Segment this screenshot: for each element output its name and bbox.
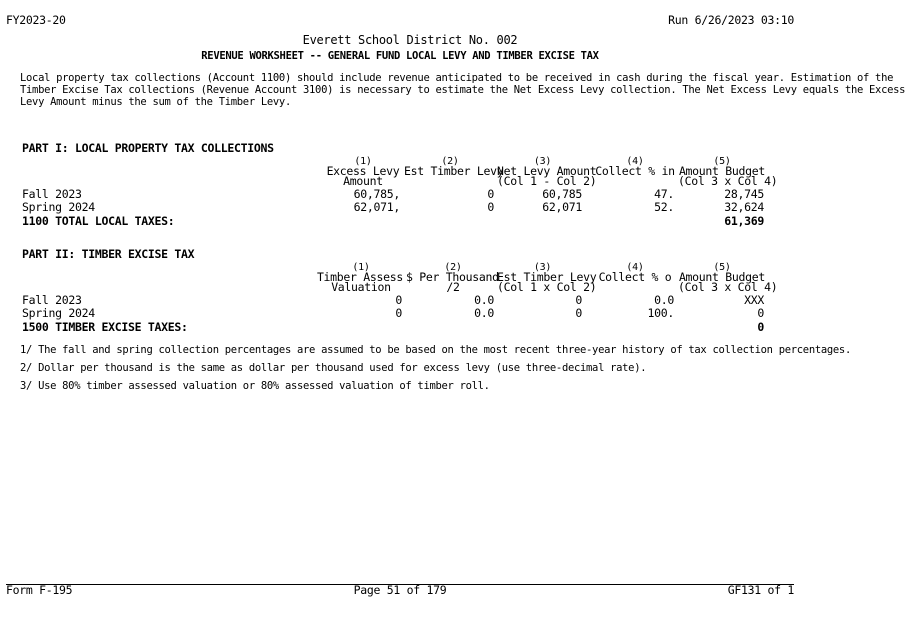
row-label: Fall 2023 [22, 293, 82, 307]
part2-col3-num: (3) [533, 262, 552, 273]
cell-value: 62,071, [353, 200, 400, 214]
cell-value: 0.0 [474, 306, 494, 320]
fiscal-year: FY2023-20 [6, 13, 66, 27]
footer-page: Page 51 of 179 [353, 583, 447, 597]
footnote: 1/ The fall and spring collection percentages are assumed to be based on the most recent three-year history of tax collection percentages. [20, 344, 851, 356]
part1-col4-head: Collect % in [595, 164, 675, 178]
part1-col3-head: Net Levy Amount [497, 164, 597, 178]
cell-value: 0 [757, 306, 764, 320]
part1-col3-num: (3) [533, 156, 552, 167]
cell-value: 60,785 [542, 187, 582, 201]
part1-total-value: 61,369 [724, 214, 764, 228]
part1-title: PART I: LOCAL PROPERTY TAX COLLECTIONS [22, 141, 274, 155]
part1-col4-num: (4) [626, 156, 644, 167]
run-stamp: Run 6/26/2023 03:10 [668, 13, 794, 27]
cell-value: 0 [395, 293, 402, 307]
part1-col1-head2: Amount [343, 174, 383, 188]
part2-col5-num: (5) [713, 262, 731, 273]
worksheet-title: REVENUE WORKSHEET -- GENERAL FUND LOCAL LEVY AND TIMBER EXCISE TAX [201, 50, 599, 62]
footnote: 3/ Use 80% timber assessed valuation or 80% assessed valuation of timber roll. [20, 380, 490, 392]
cell-value: 32,624 [724, 200, 764, 214]
part2-col2-head2: /2 [446, 280, 460, 294]
part2-col1-head: Timber Assess [316, 270, 404, 284]
part2-col5-head: Amount Budget [678, 270, 766, 284]
part2-total-label: 1500 TIMBER EXCISE TAXES: [22, 320, 188, 334]
cell-value: XXX [744, 293, 764, 307]
intro-paragraph [20, 72, 905, 108]
part1-col5-num: (5) [713, 156, 731, 167]
footnote: 2/ Dollar per thousand is the same as dollar per thousand used for excess levy (use three-decimal rate). [20, 362, 647, 374]
intro-line: Timber Excise Tax collections (Revenue Account 3100) is necessary to estimate the Net Excess Levy collection. The Net Excess Levy equals the Excess [20, 84, 905, 96]
part2-col1-head2: Valuation [331, 280, 391, 294]
part2-col4-head: Collect % o [598, 270, 672, 284]
part2-title: PART II: TIMBER EXCISE TAX [22, 247, 195, 261]
cell-value: 0 [487, 187, 494, 201]
cell-value: 60,785, [353, 187, 400, 201]
part1-col2-head: Est Timber Levy [404, 164, 504, 178]
part1-col5-head: Amount Budget [678, 164, 766, 178]
cell-value: 47. [654, 187, 674, 201]
row-label: Fall 2023 [22, 187, 82, 201]
part2-col2-head: $ Per Thousand [406, 270, 499, 284]
part1-col3-head2: (Col 1 - Col 2) [497, 174, 597, 188]
district-name: Everett School District No. 002 [302, 33, 518, 47]
cell-value: 0.0 [654, 293, 674, 307]
row-label: Spring 2024 [22, 200, 95, 214]
cell-value: 28,745 [724, 187, 764, 201]
part2-total-value: 0 [757, 320, 764, 334]
part1-total-label: 1100 TOTAL LOCAL TAXES: [22, 214, 175, 228]
cell-value: 0.0 [474, 293, 494, 307]
part2-col3-head: Est Timber Levy [497, 270, 597, 284]
cell-value: 100. [647, 306, 674, 320]
part2-col4-num: (4) [626, 262, 644, 273]
cell-value: 0 [575, 293, 582, 307]
cell-value: 0 [395, 306, 402, 320]
part1-col2-num: (2) [441, 156, 459, 167]
cell-value: 52. [654, 200, 674, 214]
cell-value: 0 [487, 200, 494, 214]
part2-col1-num: (1) [352, 262, 370, 273]
cell-value: 0 [575, 306, 582, 320]
row-label: Spring 2024 [22, 306, 95, 320]
footer-form: Form F-195 [6, 583, 73, 597]
part2-col2-num: (2) [444, 262, 462, 273]
part2-col3-head2: (Col 1 x Col 2) [497, 280, 597, 294]
part1-col1-num: (1) [354, 156, 372, 167]
part1-col5-head2: (Col 3 x Col 4) [678, 174, 778, 188]
footer-code: GF131 of 1 [727, 583, 794, 597]
part2-col5-head2: (Col 3 x Col 4) [678, 280, 778, 294]
intro-line: Levy Amount minus the sum of the Timber Levy. [20, 96, 291, 108]
part1-col1-head: Excess Levy [326, 164, 400, 178]
cell-value: 62,071 [542, 200, 582, 214]
intro-line: Local property tax collections (Account 1100) should include revenue anticipated to be received in cash during the fiscal year. Estimation of the [20, 72, 894, 84]
